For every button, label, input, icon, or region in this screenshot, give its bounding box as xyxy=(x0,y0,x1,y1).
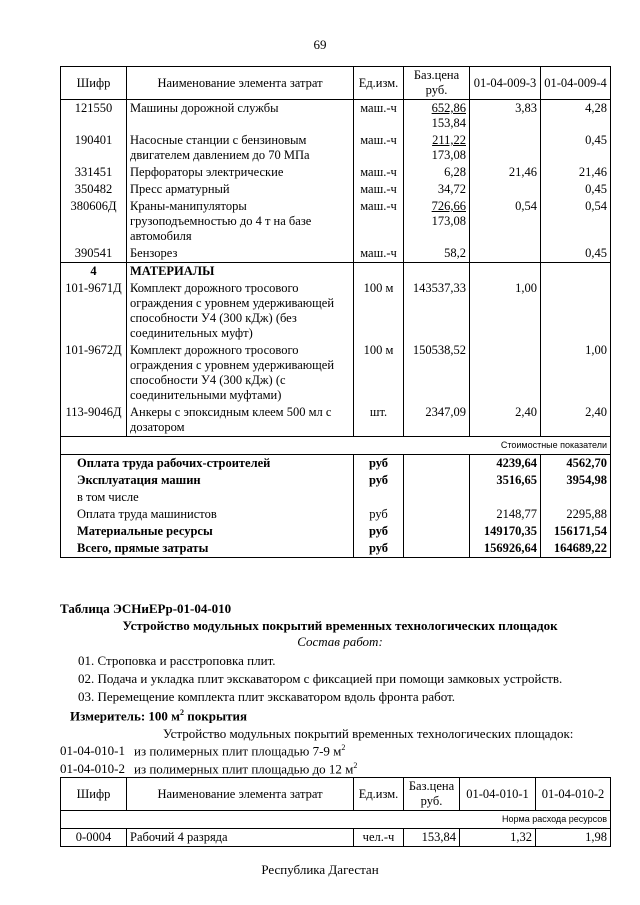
row-price: 2347,09 xyxy=(404,404,470,437)
summary-unit: руб xyxy=(354,540,404,558)
row-value-2 xyxy=(541,280,611,342)
row-price: 150538,52 xyxy=(404,342,470,404)
row-name: Комплект дорожного тросового ограждения с уровнем удерживающей способности У4 (300 кДж) (без соединительных муфт) xyxy=(127,280,354,342)
summary-value-1: 4239,64 xyxy=(470,455,541,473)
summary-unit: руб xyxy=(354,523,404,540)
cost-caption-row xyxy=(61,437,611,455)
page-number: 69 xyxy=(313,37,327,52)
row-unit: маш.-ч xyxy=(354,164,404,181)
resource-table-2 xyxy=(60,777,611,847)
cost-caption: Стоимостные показатели xyxy=(61,437,611,455)
row-value-1 xyxy=(470,132,541,164)
row-value-2: 0,45 xyxy=(541,132,611,164)
row-unit: маш.-ч xyxy=(354,100,404,133)
row-value-2: 21,46 xyxy=(541,164,611,181)
variant-line: 01-04-010-2 из полимерных плит площадью до 12 $м^2$ xyxy=(60,761,358,777)
row-value-1 xyxy=(470,245,541,263)
row-price: 6,28 xyxy=(404,164,470,181)
summary-label: Оплата труда рабочих-строителей xyxy=(61,455,354,473)
table-row xyxy=(61,164,611,181)
work-item: 02. Подача и укладка плит экскаватором с фиксацией при помощи замковых устройств. xyxy=(78,671,563,686)
row-unit: маш.-ч xyxy=(354,181,404,198)
header-col1: 01-04-010-1 xyxy=(460,778,536,811)
row-unit: маш.-ч xyxy=(354,245,404,263)
header-price: Баз.цена руб. xyxy=(404,778,460,811)
row-unit: маш.-ч xyxy=(354,132,404,164)
row-name: Насосные станции с бензиновым двигателем давлением до 70 МПа xyxy=(127,132,354,164)
summary-value-2: 2295,88 xyxy=(541,506,611,523)
table-row xyxy=(61,181,611,198)
summary-unit: руб xyxy=(354,455,404,473)
header-col2: 01-04-009-4 xyxy=(541,67,611,100)
measurer: Измеритель: 100 $м^2$ покрытия xyxy=(70,708,248,724)
row-code: 380606Д xyxy=(61,198,127,245)
summary-label: в том числе xyxy=(61,489,354,506)
table-row xyxy=(61,404,611,437)
row-value-1: 3,83 xyxy=(470,100,541,133)
norm-caption-row xyxy=(61,811,611,829)
summary-value-2: 156171,54 xyxy=(541,523,611,540)
header-col1: 01-04-009-3 xyxy=(470,67,541,100)
summary-value-1: 3516,65 xyxy=(470,472,541,489)
summary-row xyxy=(61,540,611,558)
header-code: Шифр xyxy=(61,778,127,811)
row-name: Анкеры с эпоксидным клеем 500 мл с дозатором xyxy=(127,404,354,437)
summary-row xyxy=(61,489,611,506)
row-unit: 100 м xyxy=(354,342,404,404)
row-price: 726,66 173,08 xyxy=(404,198,470,245)
summary-label: Всего, прямые затраты xyxy=(61,540,354,558)
summary-unit xyxy=(354,489,404,506)
description: Устройство модульных покрытий временных технологических площадок: xyxy=(163,726,574,741)
work-item: 03. Перемещение комплекта плит экскаватором вдоль фронта работ. xyxy=(78,689,456,704)
table-row xyxy=(61,132,611,164)
row-value-1 xyxy=(470,342,541,404)
row-value-2: 0,45 xyxy=(541,181,611,198)
summary-value-2: 4562,70 xyxy=(541,455,611,473)
row-value-1: 0,54 xyxy=(470,198,541,245)
summary-unit: руб xyxy=(354,472,404,489)
table-header-row xyxy=(61,67,611,100)
row-value-2: 2,40 xyxy=(541,404,611,437)
row-name: Пресс арматурный xyxy=(127,181,354,198)
row-code: 190401 xyxy=(61,132,127,164)
summary-label: Оплата труда машинистов xyxy=(61,506,354,523)
table-title: Таблица ЭСНиЕРр-01-04-010 xyxy=(60,601,232,616)
table-header-row xyxy=(61,778,611,811)
table-row xyxy=(61,245,611,263)
row-unit: чел.-ч xyxy=(354,829,404,847)
row-price: 34,72 xyxy=(404,181,470,198)
section-code: 4 xyxy=(61,263,127,281)
row-value-2: 1,00 xyxy=(541,342,611,404)
row-unit: 100 м xyxy=(354,280,404,342)
resource-table xyxy=(60,66,611,558)
summary-value-2 xyxy=(541,489,611,506)
header-name: Наименование элемента затрат xyxy=(127,67,354,100)
row-price: 153,84 xyxy=(404,829,460,847)
row-value-1: 21,46 xyxy=(470,164,541,181)
header-price: Баз.цена руб. xyxy=(404,67,470,100)
row-value-1: 1,00 xyxy=(470,280,541,342)
row-code: 350482 xyxy=(61,181,127,198)
row-code: 101-9672Д xyxy=(61,342,127,404)
row-price: 58,2 xyxy=(404,245,470,263)
row-unit: шт. xyxy=(354,404,404,437)
header-code: Шифр xyxy=(61,67,127,100)
summary-unit: руб xyxy=(354,506,404,523)
summary-value-1: 156926,64 xyxy=(470,540,541,558)
row-price: 211,22 173,08 xyxy=(404,132,470,164)
work-item: 01. Строповка и расстроповка плит. xyxy=(78,653,276,668)
summary-row xyxy=(61,523,611,540)
header-unit: Ед.изм. xyxy=(354,67,404,100)
summary-row xyxy=(61,506,611,523)
row-price: 143537,33 xyxy=(404,280,470,342)
row-code: 0-0004 xyxy=(61,829,127,847)
row-value-1 xyxy=(470,181,541,198)
summary-label: Материальные ресурсы xyxy=(61,523,354,540)
work-composition-heading: Состав работ: xyxy=(297,634,383,649)
row-name: Бензорез xyxy=(127,245,354,263)
summary-value-2: 3954,98 xyxy=(541,472,611,489)
row-code: 331451 xyxy=(61,164,127,181)
table-row xyxy=(61,829,611,847)
footer: Республика Дагестан xyxy=(261,862,379,877)
row-value-2: 1,98 xyxy=(536,829,611,847)
row-value-2: 0,54 xyxy=(541,198,611,245)
row-code: 113-9046Д xyxy=(61,404,127,437)
row-value-2: 4,28 xyxy=(541,100,611,133)
summary-value-1 xyxy=(470,489,541,506)
section-name: МАТЕРИАЛЫ xyxy=(127,263,354,281)
row-value-1: 1,32 xyxy=(460,829,536,847)
table-row xyxy=(61,280,611,342)
row-name: Рабочий 4 разряда xyxy=(127,829,354,847)
summary-row xyxy=(61,472,611,489)
row-name: Машины дорожной службы xyxy=(127,100,354,133)
table-row xyxy=(61,100,611,133)
row-name: Комплект дорожного тросового ограждения с уровнем удерживающей способности У4 (300 кДж) (с соединительными муфтами) xyxy=(127,342,354,404)
row-name: Перфораторы электрические xyxy=(127,164,354,181)
section-row xyxy=(61,263,611,281)
variant-line: 01-04-010-1 из полимерных плит площадью 7-9 $м^2$ xyxy=(60,743,346,759)
row-code: 390541 xyxy=(61,245,127,263)
row-unit: маш.-ч xyxy=(354,198,404,245)
summary-value-1: 2148,77 xyxy=(470,506,541,523)
table-row xyxy=(61,198,611,245)
section-heading: Устройство модульных покрытий временных технологических площадок xyxy=(122,618,558,633)
summary-value-2: 164689,22 xyxy=(541,540,611,558)
row-code: 121550 xyxy=(61,100,127,133)
row-value-1: 2,40 xyxy=(470,404,541,437)
summary-row xyxy=(61,455,611,473)
row-value-2: 0,45 xyxy=(541,245,611,263)
header-col2: 01-04-010-2 xyxy=(536,778,611,811)
header-name: Наименование элемента затрат xyxy=(127,778,354,811)
summary-value-1: 149170,35 xyxy=(470,523,541,540)
row-name: Краны-манипуляторы грузоподъемностью до 4 т на базе автомобиля xyxy=(127,198,354,245)
summary-label: Эксплуатация машин xyxy=(61,472,354,489)
row-code: 101-9671Д xyxy=(61,280,127,342)
header-unit: Ед.изм. xyxy=(354,778,404,811)
norm-caption: Норма расхода ресурсов xyxy=(61,811,611,829)
row-price: 652,86 153,84 xyxy=(404,100,470,133)
table-row xyxy=(61,342,611,404)
